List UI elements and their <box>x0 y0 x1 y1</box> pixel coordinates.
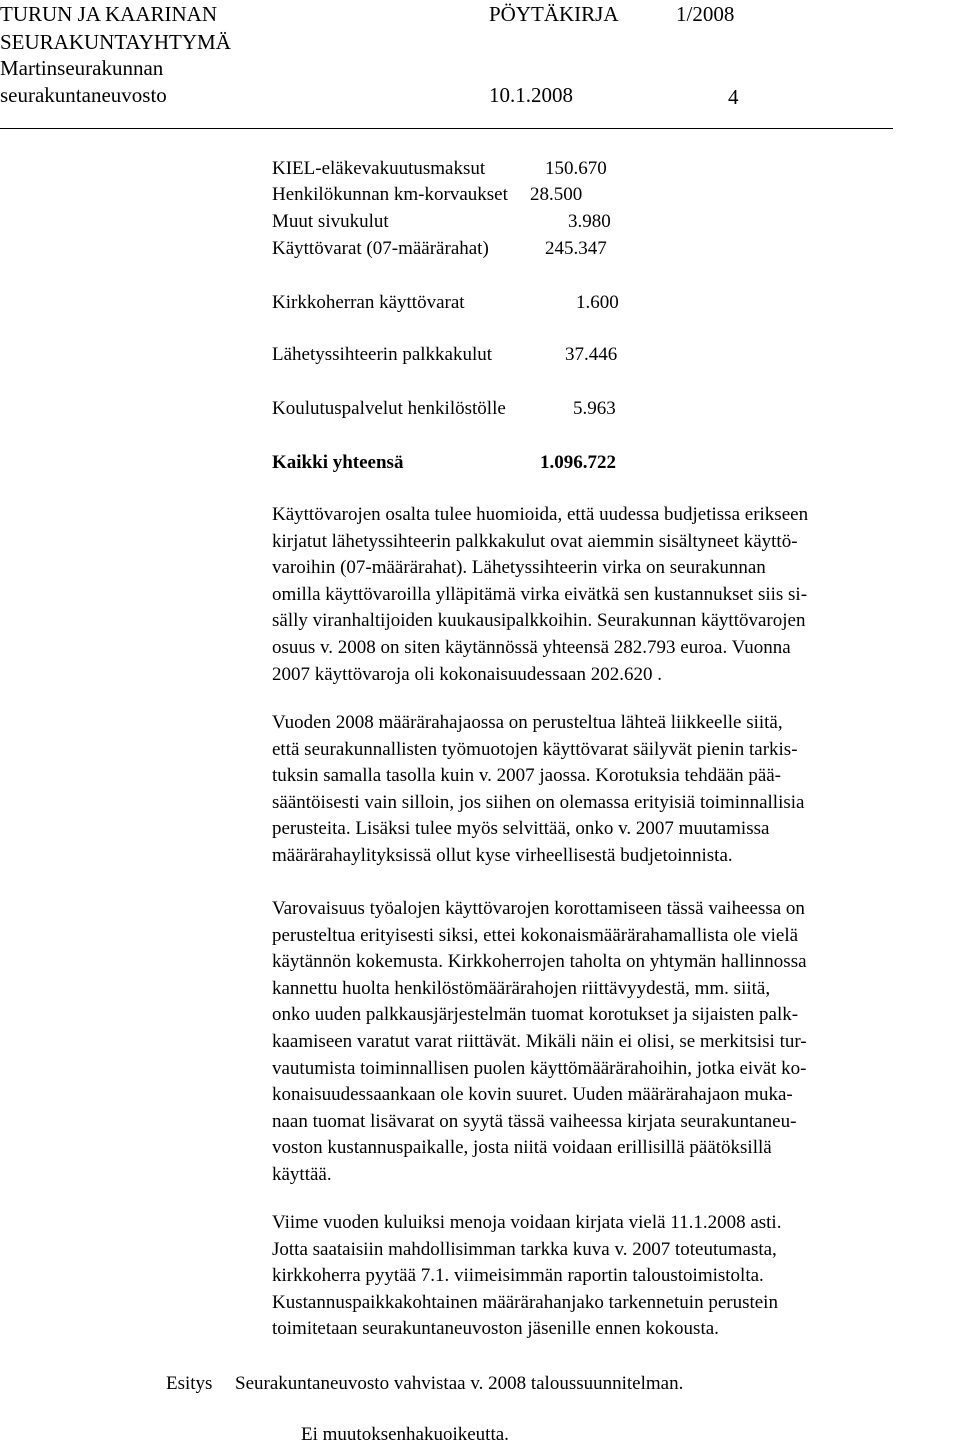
org-name-line2: SEURAKUNTAYHTYMÄ <box>0 30 231 54</box>
budget-item-label: Koulutuspalvelut henkilöstölle <box>272 398 506 419</box>
budget-item-label: Muut sivukulut <box>272 211 389 232</box>
text-line: Kustannuspaikkakohtainen määrärahanjako tarkennetuin perustein <box>272 1291 778 1313</box>
appeal-note: Ei muutoksenhakuoikeutta. <box>301 1424 509 1445</box>
text-line: perusteltua erityisesti siksi, ettei kokonaismäärärahamallista ole vielä <box>272 924 799 946</box>
text-line: naan tuomat lisävarat on syytä tässä vaiheessa kirjata seurakuntaneu- <box>272 1110 797 1132</box>
budget-item-label: Henkilökunnan km-korvaukset <box>272 184 508 205</box>
paragraph-previous-year <box>272 1210 781 1343</box>
proposal-label: Esitys <box>166 1373 213 1394</box>
text-line: perusteita. Lisäksi tulee myös selvittää, onko v. 2007 muutamissa <box>272 818 770 840</box>
text-line: kaamiseen varatut varat riittävät. Mikäli näin ei olisi, se merkitsisi tur- <box>272 1030 807 1052</box>
text-line: varoihin (07-määrärahat). Lähetyssihteerin virka on seurakunnan <box>272 557 766 579</box>
budget-item-label: Kirkkoherran käyttövarat <box>272 292 465 313</box>
text-line: omilla käyttövaroilla ylläpitämä virka eivätkä sen kustannukset siis si- <box>272 583 808 605</box>
text-line: konaisuudessaankaan ole kovin suuret. Uuden määrärahajaon muka- <box>272 1084 793 1106</box>
paragraph-caution <box>272 896 807 1189</box>
text-line: osuus v. 2008 on siten käytännössä yhteensä 282.793 euroa. Vuonna <box>272 636 791 658</box>
org-name-line1: TURUN JA KAARINAN <box>0 2 218 26</box>
doc-type: PÖYTÄKIRJA <box>489 2 619 26</box>
text-line: sälly viranhaltijoiden kuukausipalkkoihin. Seurakunnan käyttövarojen <box>272 610 806 632</box>
org-name-line4: seurakuntaneuvosto <box>0 83 167 107</box>
text-line: 2007 käyttövaroja oli kokonaisuudessaan 202.620 . <box>272 663 662 685</box>
text-line: että seurakunnallisten työmuotojen käyttövarat säilyvät pienin tarkis- <box>272 738 798 760</box>
text-line: voston kustannuspaikalle, josta niitä voidaan erillisillä päätöksillä <box>272 1137 772 1159</box>
text-line: Käyttövarojen osalta tulee huomioida, että uudessa budjetissa erikseen <box>272 504 809 525</box>
budget-item-value: 245.347 <box>545 238 607 259</box>
budget-item-value: 28.500 <box>530 184 583 205</box>
text-line: Viime vuoden kuluiksi menoja voidaan kirjata vielä 11.1.2008 asti. <box>272 1212 782 1233</box>
doc-number: 1/2008 <box>676 2 735 26</box>
text-line: Vuoden 2008 määrärahajaossa on perusteltua lähteä liikkeelle siitä, <box>272 712 783 733</box>
text-line: käytännön kokemusta. Kirkkoherrojen taholta on yhtymän hallinnossa <box>272 951 807 973</box>
text-line: kannettu huolta henkilöstömäärärahojen riittävyydestä, mm. siitä, <box>272 977 771 999</box>
text-line: onko uuden palkkausjärjestelmän tuomat korotukset ja sijaisten palk- <box>272 1004 799 1026</box>
text-line: toimitetaan seurakuntaneuvoston jäsenille ennen kokousta. <box>272 1318 719 1340</box>
total-label: Kaikki yhteensä <box>272 452 404 473</box>
meeting-date: 10.1.2008 <box>489 83 573 107</box>
text-line: kirjatut lähetyssihteerin palkkakulut ovat aiemmin sisältyneet käyttö- <box>272 530 798 552</box>
text-line: Jotta saataisiin mahdollisimman tarkka kuva v. 2007 toteutumasta, <box>272 1238 777 1260</box>
budget-item-value: 3.980 <box>568 211 611 232</box>
proposal-text: Seurakuntaneuvosto vahvistaa v. 2008 taloussuunnitelman. <box>235 1373 684 1394</box>
paragraph-operating-funds <box>272 502 808 688</box>
page-number: 4 <box>728 85 739 109</box>
budget-item-value: 5.963 <box>573 398 616 419</box>
budget-item-value: 150.670 <box>545 158 607 179</box>
text-line: vautumista toiminnallisen puolen käyttömäärärahoihin, jotka eivät ko- <box>272 1057 807 1079</box>
budget-item-value: 37.446 <box>565 344 618 365</box>
budget-item-label: Käyttövarat (07-määrärahat) <box>272 238 489 259</box>
text-line: tuksin samalla tasolla kuin v. 2007 jaossa. Korotuksia tehdään pää- <box>272 765 782 787</box>
text-line: sääntöisesti vain silloin, jos siihen on olemassa erityisiä toiminnallisia <box>272 791 805 813</box>
text-line: kirkkoherra pyytää 7.1. viimeisimmän raportin taloustoimistolta. <box>272 1265 764 1287</box>
budget-item-label: KIEL-eläkevakuutusmaksut <box>272 158 486 179</box>
paragraph-allocation <box>272 710 804 870</box>
budget-item-value: 1.600 <box>576 292 619 313</box>
total-value: 1.096.722 <box>540 452 616 473</box>
text-line: määrärahaylityksissä ollut kyse virheellisestä budjetoinnista. <box>272 844 733 866</box>
text-line: käyttää. <box>272 1163 332 1185</box>
org-name-line3: Martinseurakunnan <box>0 56 164 80</box>
budget-item-label: Lähetyssihteerin palkkakulut <box>272 344 493 365</box>
header-divider <box>0 128 893 129</box>
text-line: Varovaisuus työalojen käyttövarojen korottamiseen tässä vaiheessa on <box>272 898 805 919</box>
